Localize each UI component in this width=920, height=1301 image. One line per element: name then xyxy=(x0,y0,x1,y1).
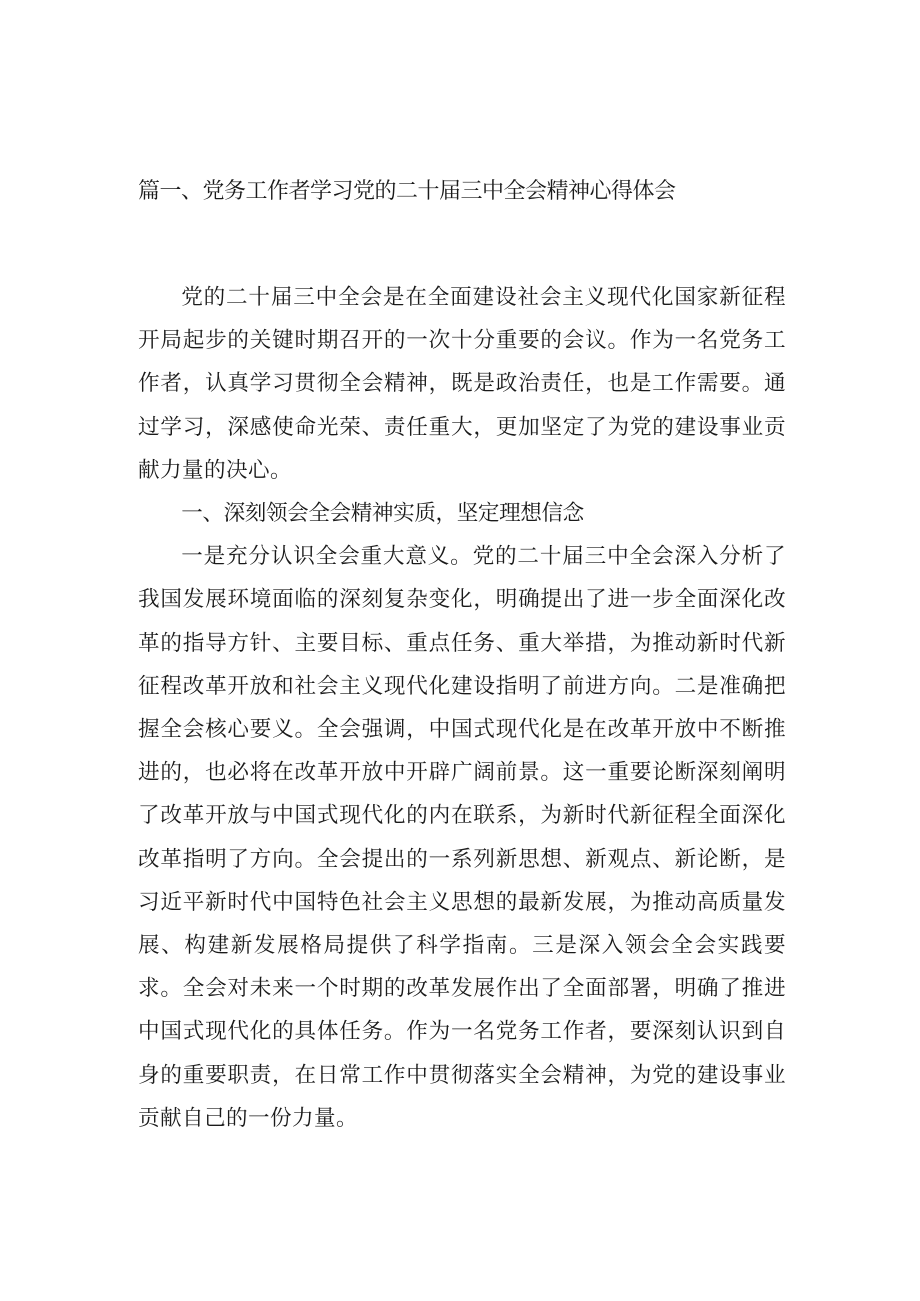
document-title: 篇一、党务工作者学习党的二十届三中全会精神心得体会 xyxy=(138,179,676,204)
document-body xyxy=(138,276,786,1140)
intro-paragraph: 党的二十届三中全会是在全面建设社会主义现代化国家新征程开局起步的关键时期召开的一次十分重要的会议。作为一名党务工作者，认真学习贯彻全会精神，既是政治责任，也是工作需要。通过学习，深感使命光荣、责任重大，更加坚定了为党的建设事业贡献力量的决心。 xyxy=(138,285,786,483)
section-paragraph: 一是充分认识全会重大意义。党的二十届三中全会深入分析了我国发展环境面临的深刻复杂变化，明确提出了进一步全面深化改革的指导方针、主要目标、重点任务、重大举措，为推动新时代新征程改革开放和社会主义现代化建设指明了前进方向。二是准确把握全会核心要义。全会强调，中国式现代化是在改革开放中不断推进的，也必将在改革开放中开辟广阔前景。这一重要论断深刻阐明了改革开放与中国式现代化的内在联系，为新时代新征程全面深化改革指明了方向。全会提出的一系列新思想、新观点、新论断，是习近平新时代中国特色社会主义思想的最新发展，为推动高质量发展、构建新发展格局提供了科学指南。三是深入领会全会实践要求。全会对未来一个时期的改革发展作出了全面部署，明确了推进中国式现代化的具体任务。作为一名党务工作者，要深刻认识到自身的重要职责，在日常工作中贯彻落实全会精神，为党的建设事业贡献自己的一份力量。 xyxy=(138,544,786,1131)
section-heading: 一、深刻领会全会精神实质，坚定理想信念 xyxy=(181,501,584,527)
